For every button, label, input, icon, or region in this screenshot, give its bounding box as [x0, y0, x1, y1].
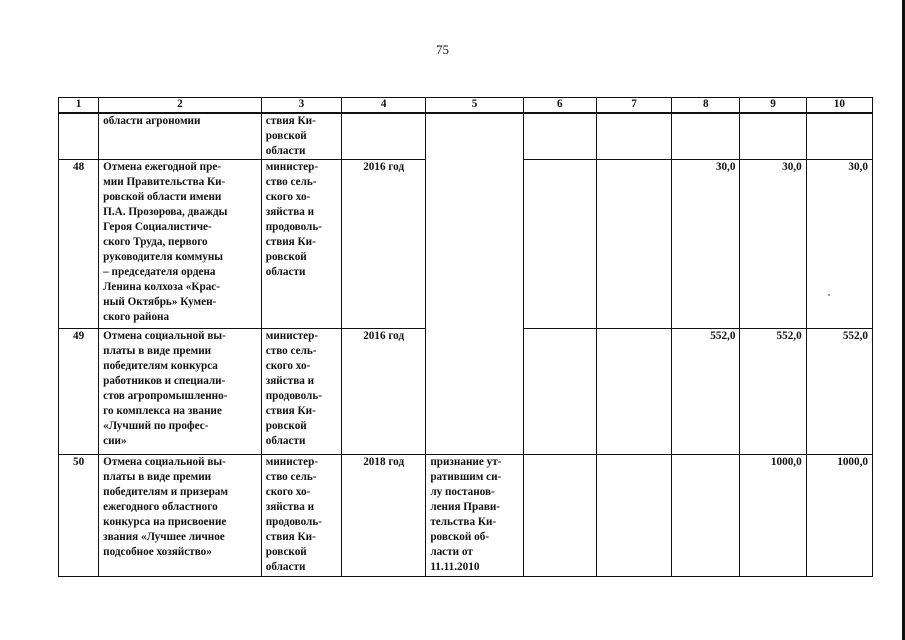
- cell-col10: [806, 113, 872, 160]
- page-number: 75: [436, 42, 449, 57]
- measures-table: [58, 97, 873, 577]
- cell-year: [342, 113, 426, 160]
- table-row-continuation: [59, 113, 873, 160]
- column-header-2: 2: [99, 98, 262, 114]
- column-header-3: 3: [261, 98, 341, 114]
- cell-col7: [596, 160, 671, 329]
- cell-col6: [523, 455, 596, 577]
- cell-executor: министер- ство сель- ского хо- зяйства и продоволь- ствия Ки- ровской области: [261, 329, 341, 455]
- column-header-9: 9: [740, 98, 806, 114]
- cell-executor: ствия Ки- ровской области: [261, 113, 341, 160]
- column-header-10: 10: [806, 98, 872, 114]
- cell-col7: [596, 113, 671, 160]
- cell-measure-name: Отмена социальной вы- платы в виде премии победителям конкурса работников и специали- стов агропромышленно- го комплекса на звание «Лучший по профес- сии»: [99, 329, 262, 455]
- cell-measure-name: Отмена ежегодной пре- мии Правительства Ки- ровской области имени П.А. Прозорова, дважды Героя Социалистиче- ского Труда, первого руководителя коммуны – председателя ордена Ленина колхоза «Крас- ный Октябрь» Кумен- ского района: [99, 160, 262, 329]
- cell-col10: 552,0: [806, 329, 872, 455]
- cell-col10: 30,0: [806, 160, 872, 329]
- cell-col7: [596, 329, 671, 455]
- cell-basis-merged: [426, 113, 523, 455]
- cell-col7: [596, 455, 671, 577]
- cell-year: 2016 год: [342, 329, 426, 455]
- cell-col9: 30,0: [740, 160, 806, 329]
- cell-year: 2018 год: [342, 455, 426, 577]
- column-header-1: 1: [59, 98, 99, 114]
- cell-basis: признание ут- ратившим си- лу постанов- ления Прави- тельства Ки- ровской об- ласти от 11.11.2010: [426, 455, 523, 577]
- cell-number: 50: [59, 455, 99, 577]
- column-header-6: 6: [523, 98, 596, 114]
- cell-col8: [672, 455, 740, 577]
- column-header-7: 7: [596, 98, 671, 114]
- cell-col8: [672, 113, 740, 160]
- cell-col9: 552,0: [740, 329, 806, 455]
- cell-number: 48: [59, 160, 99, 329]
- column-header-5: 5: [426, 98, 523, 114]
- column-number-header-row: [59, 98, 873, 114]
- cell-col6: [523, 113, 596, 160]
- scan-speck: [828, 294, 830, 296]
- cell-executor: министер- ство сель- ского хо- зяйства и продоволь- ствия Ки- ровской области: [261, 455, 341, 577]
- cell-number: [59, 113, 99, 160]
- cell-measure-name: Отмена социальной вы- платы в виде премии победителям и призерам ежегодного областного конкурса на присвоение звания «Лучшее личное подсобное хозяйство»: [99, 455, 262, 577]
- cell-executor: министер- ство сель- ского хо- зяйства и продоволь- ствия Ки- ровской области: [261, 160, 341, 329]
- cell-col9: [740, 113, 806, 160]
- cell-col6: [523, 329, 596, 455]
- cell-measure-name: области агрономии: [99, 113, 262, 160]
- table-row: [59, 455, 873, 577]
- cell-number: 49: [59, 329, 99, 455]
- cell-col9: 1000,0: [740, 455, 806, 577]
- column-header-8: 8: [672, 98, 740, 114]
- cell-col10: 1000,0: [806, 455, 872, 577]
- cell-col8: 30,0: [672, 160, 740, 329]
- cell-year: 2016 год: [342, 160, 426, 329]
- cell-col6: [523, 160, 596, 329]
- column-header-4: 4: [342, 98, 426, 114]
- cell-col8: 552,0: [672, 329, 740, 455]
